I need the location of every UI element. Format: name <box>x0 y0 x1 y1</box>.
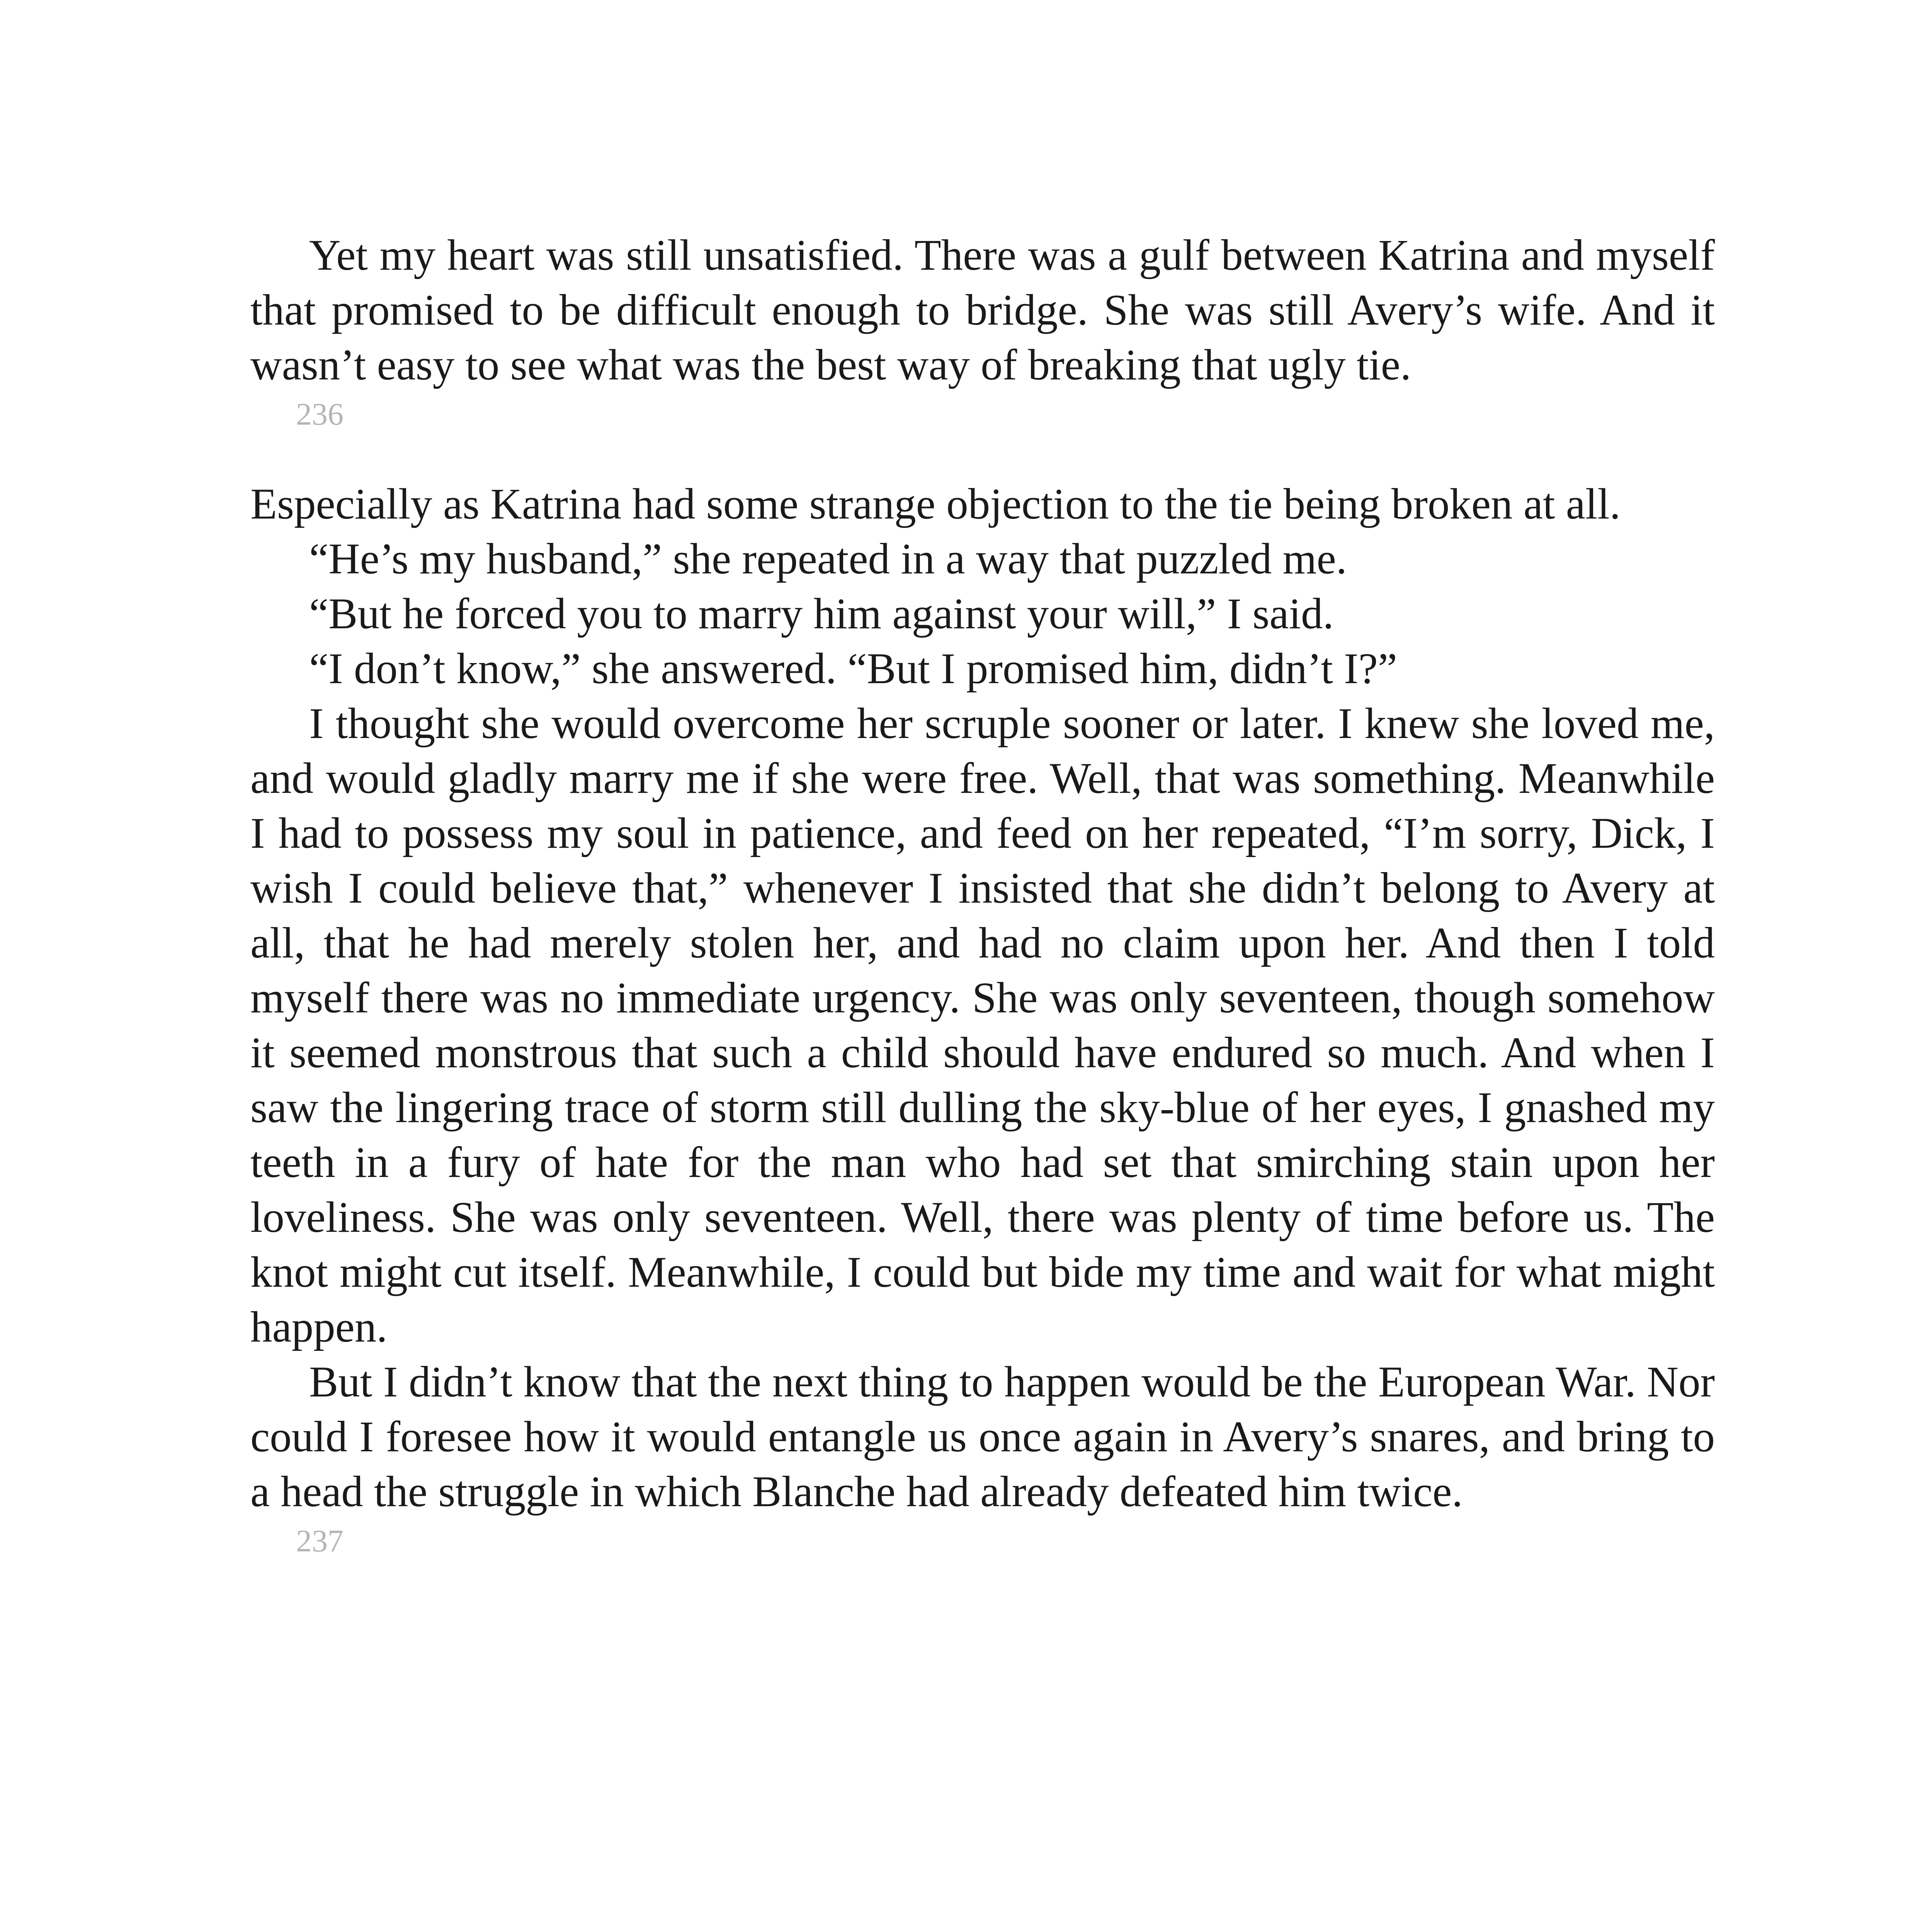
paragraph: But I didn’t know that the next thing to happen would be the European War. Nor could I foresee how it would entangle us once again in Avery’s snares, and bring to a head the struggle in which Blanche had already defeated him twice. <box>250 1358 1715 1516</box>
page-number: 237 <box>296 1523 344 1558</box>
paragraph: Yet my heart was still unsatisfied. There was a gulf between Katrina and myself that promised to be difficult enough to bridge. She was still Avery’s wife. And it wasn’t easy to see what was the best way of breaking that ugly tie. <box>250 231 1715 389</box>
paragraph: I thought she would overcome her scruple sooner or later. I knew she loved me, and would gladly marry me if she were free. Well, that was something. Meanwhile I had to possess my soul in patience, and feed on her repeated, “I’m sorry, Dick, I wish I could believe that,” whenever I insisted that she didn’t belong to Avery at all, that he had merely stolen her, and had no claim upon her. And then I told myself there was no immediate urgency. She was only seventeen, though somehow it seemed monstrous that such a child should have endured so much. And when I saw the lingering trace of storm still dulling the sky-blue of her eyes, I gnashed my teeth in a fury of hate for the man who had set that smirching stain upon her loveliness. She was only seventeen. Well, there was plenty of time before us. The knot might cut itself. Meanwhile, I could but bide my time and wait for what might happen. <box>250 699 1715 1351</box>
paragraph: “He’s my husband,” she repeated in a way that puzzled me. <box>309 535 1347 583</box>
page-number: 236 <box>296 396 344 432</box>
paragraph: “But he forced you to marry him against your will,” I said. <box>309 590 1334 638</box>
page-body <box>250 228 1715 1560</box>
paragraph: “I don’t know,” she answered. “But I promised him, didn’t I?” <box>309 645 1397 693</box>
paragraph: Especially as Katrina had some strange objection to the tie being broken at all. <box>250 480 1621 528</box>
